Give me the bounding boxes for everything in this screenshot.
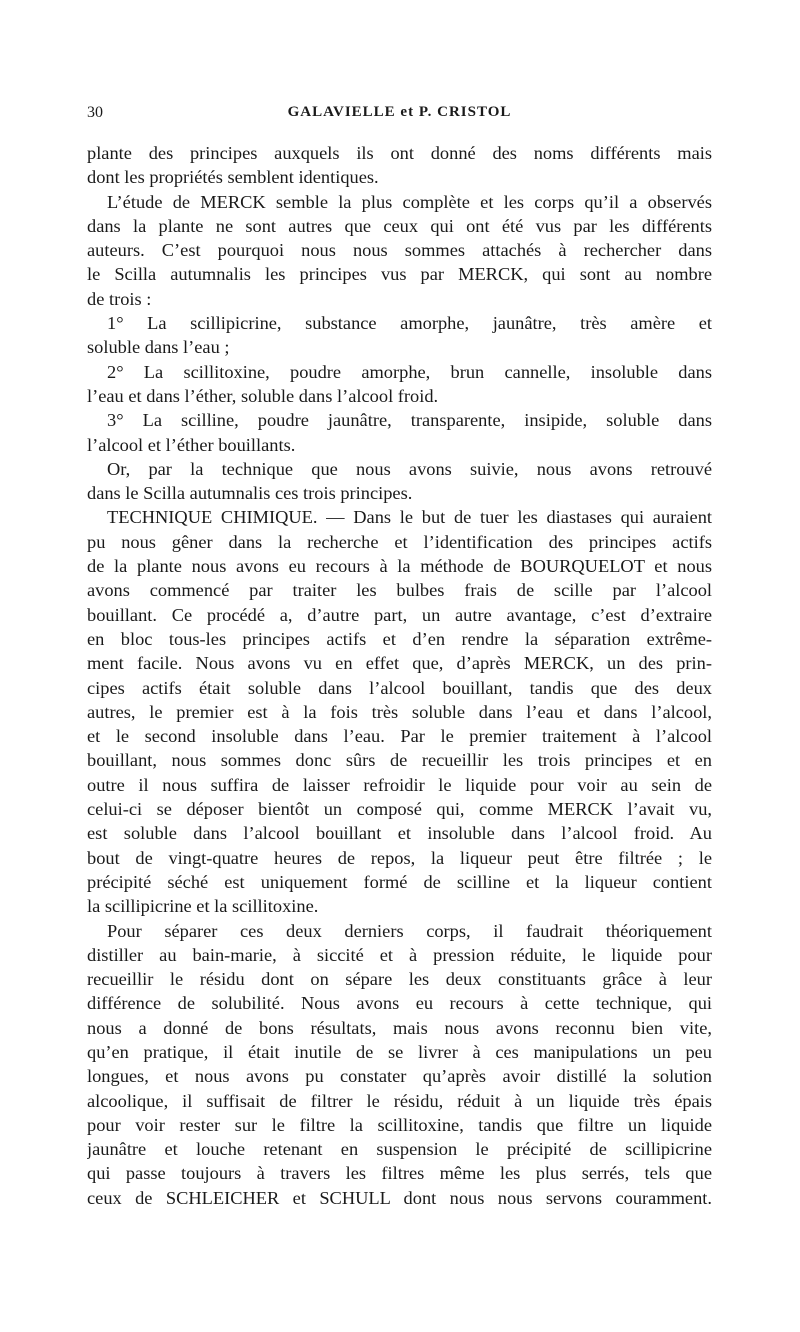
text-line: est soluble dans l’alcool bouillant et insoluble dans l’alcool froid. Au <box>87 823 712 844</box>
text-line: soluble dans l’eau ; <box>87 337 230 358</box>
text-line: L’étude de MERCK semble la plus complète et les corps qu’il a observés <box>107 191 712 212</box>
running-title: GALAVIELLE et P. CRISTOL <box>287 104 512 120</box>
text-line: outre il nous suffira de laisser refroidir le liquide pour voir au sein de <box>87 774 712 795</box>
text-line: Pour séparer ces deux derniers corps, il faudrait théoriquement <box>107 920 712 941</box>
text-line: qu’en pratique, il était inutile de se livrer à ces manipulations un peu <box>87 1041 712 1062</box>
text-line: recueillir le résidu dont on sépare les deux constituants grâce à leur <box>87 969 712 990</box>
text-line: celui-ci se déposer bientôt un composé qui, comme MERCK l’avait vu, <box>87 799 712 820</box>
text-line: qui passe toujours à travers les filtres même les plus serrés, tels que <box>87 1163 712 1184</box>
text-line: ment facile. Nous avons vu en effet que, d’après MERCK, un des prin- <box>87 653 712 674</box>
text-line: alcoolique, il suffisait de filtrer le résidu, réduit à un liquide très épais <box>87 1090 712 1111</box>
text-line: Or, par la technique que nous avons suivie, nous avons retrouvé <box>107 458 712 479</box>
text-line: différence de solubilité. Nous avons eu recours à cette technique, qui <box>87 993 712 1014</box>
text-line: de trois : <box>87 288 152 309</box>
text-line: 3° La scilline, poudre jaunâtre, transparente, insipide, soluble dans <box>107 410 712 431</box>
text-line: jaunâtre et louche retenant en suspension le précipité de scillipicrine <box>87 1139 712 1160</box>
body-text <box>87 141 712 1210</box>
text-line: longues, et nous avons pu constater qu’après avoir distillé la solution <box>87 1066 712 1087</box>
text-line: le Scilla autumnalis les principes vus par MERCK, qui sont au nombre <box>87 264 712 285</box>
text-line: dans la plante ne sont autres que ceux qui ont été vus par les différents <box>87 215 712 236</box>
text-line: plante des principes auxquels ils ont donné des noms différents mais <box>87 143 712 163</box>
page-header <box>87 104 712 126</box>
text-line: 2° La scillitoxine, poudre amorphe, brun cannelle, insoluble dans <box>107 361 712 382</box>
text-line: cipes actifs était soluble dans l’alcool bouillant, tandis que des deux <box>87 677 712 698</box>
text-line: dont les propriétés semblent identiques. <box>87 167 379 188</box>
text-line: nous a donné de bons résultats, mais nous avons reconnu bien vite, <box>87 1017 712 1038</box>
text-line: dans le Scilla autumnalis ces trois principes. <box>87 483 413 504</box>
text-line: bouillant. Ce procédé a, d’autre part, un autre avantage, c’est d’extraire <box>87 604 712 625</box>
text-line: la scillipicrine et la scillitoxine. <box>87 896 319 917</box>
text-line: avons commencé par traiter les bulbes frais de scille par l’alcool <box>87 580 712 601</box>
text-line: bouillant, nous sommes donc sûrs de recueillir les trois principes et en <box>87 750 712 771</box>
text-line: pu nous gêner dans la recherche et l’identification des principes actifs <box>87 531 712 552</box>
text-line: bout de vingt-quatre heures de repos, la liqueur peut être filtrée ; le <box>87 847 712 868</box>
text-line: pour voir rester sur le filtre la scillitoxine, tandis que filtre un liquide <box>87 1114 712 1135</box>
text-line: en bloc tous-les principes actifs et d’en rendre la séparation extrême- <box>87 628 712 649</box>
page-number: 30 <box>87 104 103 121</box>
text-line: de la plante nous avons eu recours à la méthode de BOURQUELOT et nous <box>87 556 712 577</box>
text-line: l’eau et dans l’éther, soluble dans l’alcool froid. <box>87 385 439 406</box>
text-line: et le second insoluble dans l’eau. Par le premier traitement à l’alcool <box>87 726 712 747</box>
text-line: autres, le premier est à la fois très soluble dans l’eau et dans l’alcool, <box>87 701 712 722</box>
text-line: auteurs. C’est pourquoi nous nous sommes attachés à rechercher dans <box>87 240 712 261</box>
text-line: ceux de SCHLEICHER et SCHULL dont nous nous servons couramment. <box>87 1187 712 1208</box>
text-line: précipité séché est uniquement formé de scilline et la liqueur contient <box>87 871 712 892</box>
text-line: 1° La scillipicrine, substance amorphe, jaunâtre, très amère et <box>107 313 712 334</box>
text-line: distiller au bain-marie, à siccité et à pression réduite, le liquide pour <box>87 944 712 965</box>
text-line: l’alcool et l’éther bouillants. <box>87 434 296 455</box>
text-line: TECHNIQUE CHIMIQUE. — Dans le but de tuer les diastases qui auraient <box>107 507 712 528</box>
